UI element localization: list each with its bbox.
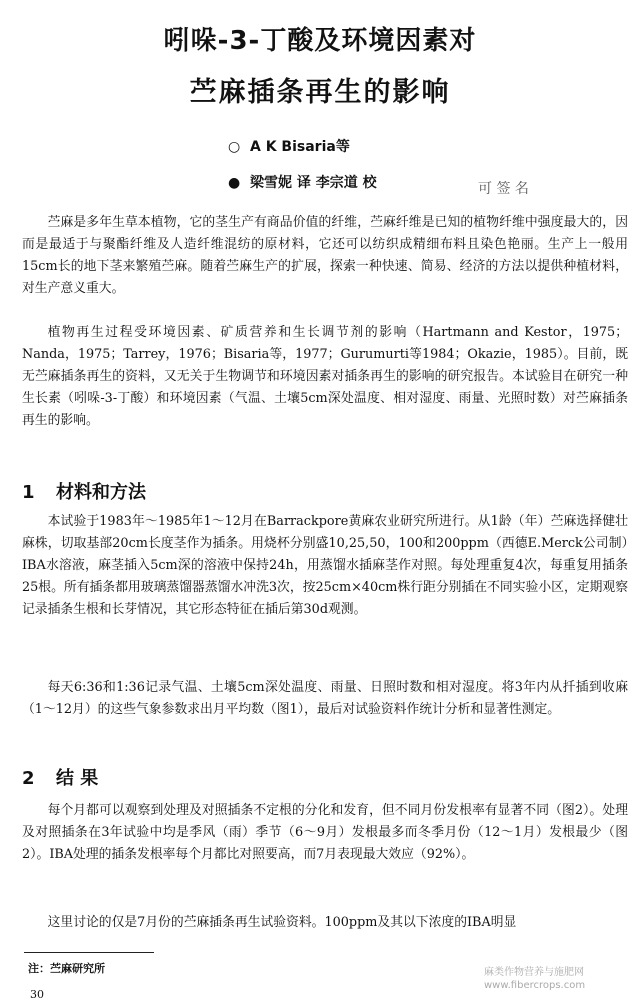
title-line-2: 苎麻插条再生的影响: [189, 77, 451, 108]
page-number: 30: [30, 988, 44, 1001]
author-text: A K Bisaria等: [250, 139, 350, 155]
watermark-line-2: www.fibercrops.com: [484, 980, 586, 991]
open-circle-icon: ○: [228, 139, 241, 155]
author-line: [228, 136, 350, 156]
filled-circle-icon: ●: [228, 175, 241, 191]
paragraph-methods: 本试验于1983年～1985年1～12月在Barrackpore黄麻农业研究所进行。从1龄（年）苎麻选择健壮麻株，切取基部20cm长度茎作为插条。用烧杯分别盛10,25,50，100和200ppm（西德E.Merck公司制）IBA水溶液，麻茎插入5cm深的溶液中保持24h，用蒸馏水插麻茎作对照。每处理重复4次，每重复用插条25根。所有插条都用玻璃蒸馏器蒸馏水冲洗3次，按25cm×40cm株行距分别插在不同实验小区，定期观察记录插条生根和长芽情况，其它形态特征在插后第30d观测。: [22, 514, 628, 617]
section-title: 结 果: [56, 768, 99, 789]
watermark-line-1: 麻类作物营养与施肥网: [484, 967, 584, 978]
footnote-rule: [24, 952, 154, 953]
paragraph-discussion: 这里讨论的仅是7月份的苎麻插条再生试验资料。100ppm及其以下浓度的IBA明显: [47, 915, 517, 930]
paragraph-background: 植物再生过程受环境因素、矿质营养和生长调节剂的影响（Hartmann and Kestor，1975；Nanda，1975；Tarrey，1976；Bisaria等，1977；Gurumurti等1984；Okazie，1985）。目前，既无苎麻插条再生的资料，又无关于生物调节和环境因素对插条再生的影响的研究报告。本试验目在研究一种生长素（吲哚-3-丁酸）和环境因素（气温、土壤5cm深处温度、相对湿度、雨量、光照时数）对苎麻插条再生的影响。: [22, 325, 628, 428]
section-heading-methods: [22, 478, 146, 504]
translator-line: [228, 172, 377, 192]
paragraph-results: 每个月都可以观察到处理及对照插条不定根的分化和发育，但不同月份发根率有显著不同（图2）。处理及对照插条在3年试验中均是季风（雨）季节（6～9月）发根最多而冬季月份（12～1月）发根最少（图2）。IBA处理的插条发根率每个月都比对照要高，而7月表现最大效应（92%）。: [22, 803, 628, 862]
section-title: 材料和方法: [56, 482, 146, 503]
paragraph-intro: 苎麻是多年生草本植物，它的茎生产有商品价值的纤维，苎麻纤维是已知的植物纤维中强度最大的，因而是最适于与聚酯纤维及人造纤维混纺的原材料，它还可以纺织成精细布料且染色艳丽。生产上一般用15cm长的地下茎来繁殖苎麻。随着苎麻生产的扩展，探索一种快速、简易、经济的方法以提供种植材料，对生产意义重大。: [22, 215, 628, 296]
footnote: 注：苎麻研究所: [28, 962, 105, 975]
paragraph-weather: 每天6:36和1:36记录气温、土壤5cm深处温度、雨量、日照时数和相对湿度。将3年内从扦插到收麻（1～12月）的这些气象参数求出月平均数（图1），最后对试验资料作统计分析和显著性测定。: [22, 680, 628, 717]
stamp-mark: 可 签 名: [478, 181, 529, 197]
translator-text: 梁雪妮 译 李宗道 校: [250, 175, 377, 191]
title-line-1: 吲哚-3-丁酸及环境因素对: [163, 26, 477, 56]
section-heading-results: [22, 764, 98, 790]
section-number: 1: [22, 482, 35, 503]
watermark: [484, 966, 634, 992]
section-number: 2: [22, 768, 35, 789]
